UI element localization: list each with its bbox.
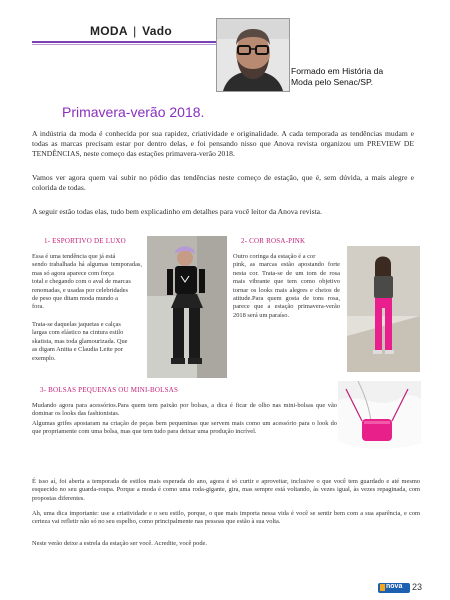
header-section-label: [90, 24, 172, 38]
author-photo: [216, 18, 290, 92]
section-3-title: 3- BOLSAS PEQUENAS OU MINI-BOLSAS: [40, 386, 179, 394]
sporty-luxury-photo: [147, 236, 227, 378]
author-name: Vado: [142, 24, 173, 38]
separator: |: [133, 24, 137, 38]
section-3-paragraph-2: Algumas grifes apostaram na criação de peças bem pequeninas que servem mais como um acessório para o look do que propriamente com uma bolsa, mas que tem tudo para deixar uma produção incrível.: [32, 420, 337, 436]
page-title: Primavera-verão 2018.: [62, 104, 205, 120]
page-number: 23: [412, 582, 423, 592]
mini-bag-photo: [338, 381, 421, 472]
footer-logo: [378, 583, 410, 593]
section-2-title: 2- COR ROSA-PINK: [241, 237, 306, 245]
intro-paragraph-1: A indústria da moda é conhecida por sua rapidez, criatividade e originalidade. A cada temporada as tendências mudam e todas as marcas precisam estar por dentro delas, e foi pensando nisso que Anova revista organizou um PREVIEW DE TENDÊNCIAS, neste começo das estações primavera-verão 2018.: [32, 129, 414, 159]
section-3-paragraph-1: Mudando agora para acessórios.Para quem tem paixão por bolsas, a dica é ficar de olho nas mini-bolsas que vão dominar os looks das fashionistas.: [32, 402, 337, 418]
section-2-text: Outro coringa da estação é a cor pink, as marcas estão apostando forte nesta cor. Trata-se de um tom de rosa mais vibrante que tem como objetivo tornar os looks mais alegres e cheios de atitude.Para quem gosta de tons rosa, parece que a estação primavera-verão 2018 será um paraíso.: [233, 253, 340, 319]
section-name: MODA: [90, 24, 128, 38]
intro-paragraph-3: A seguir estão todas elas, tudo bem explicadinho em detalhes para você leitor da Anova revista.: [32, 207, 322, 216]
closing-paragraph-3: Neste verão deixe a estrela da estação ser você. Acredite, você pode.: [32, 540, 207, 547]
intro-paragraph-2: Vamos ver agora quem vai subir no pódio das tendências neste começo de estação, que é, sem dúvida, a mais alegre e colorida de todas.: [32, 173, 414, 193]
author-caption: Formado em História da Moda pelo Senac/SP.: [291, 66, 384, 87]
footer-logo-text: nova: [386, 583, 403, 590]
header-rule-thin: [32, 44, 222, 45]
section-1-paragraph-2: Trata-se daquelas jaquetas e calças largas com elástico na cintura estilo skatista, mas toda glamourizada. Que as digam Anitta e Claudia Leite por exemplo.: [32, 321, 128, 362]
section-1-title: 1- ESPORTIVO DE LUXO: [44, 237, 126, 245]
footer-logo-mark: [380, 584, 385, 591]
pink-outfit-photo: [347, 246, 420, 372]
header-rule: [32, 41, 222, 43]
closing-paragraph-2: Ah, uma dica importante: use a criatividade e o seu estilo, porque, o que mais importa nessa vida é você se sentir bem com a sua aparência, e com certeza vai refletir não só no seu espelho, como principalmente nas pessoas que estão à sua volta.: [32, 510, 420, 526]
section-1-paragraph-1: Essa é uma tendência que já está sendo trabalhada há algumas temporadas, mas só agora aparece com força total e chegando com o aval de marcas renomadas, e usadas por celebridades de peso que ditam moda mundo a fora.: [32, 253, 142, 311]
closing-paragraph-1: É isso aí, foi aberta a temporada de estilos mais esperada do ano, agora é só curtir e aproveitar, inclusive o que você tem guardado e até mesmo esquecido no seu guarda-roupa. Porque a moda é como uma roda-gigante, gira, mas sempre está voltando, às vezes igual, às vezes repaginada, com propostas diferentes.: [32, 478, 420, 502]
